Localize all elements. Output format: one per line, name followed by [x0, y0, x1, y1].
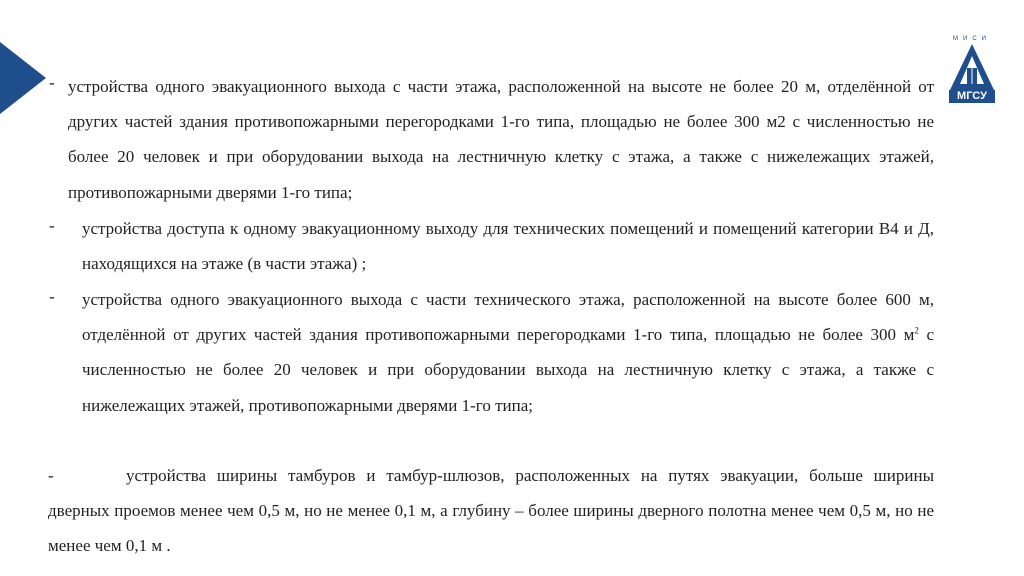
list-marker: - — [49, 287, 55, 306]
list-item-text-before: устройства одного эвакуационного выхода с части технического этажа, расположенной на высоте более 600 м, отделённой от других частей здания противопожарными перегородками 1-го типа, площадью не более 300 м — [82, 290, 934, 345]
list-item-text: устройства ширины тамбуров и тамбур-шлюзов, расположенных на путях эвакуации, больше ширины дверных проемов менее чем 0,5 м, но не менее 0,1 м, а глубину – более ширины дверного полотна менее чем 0,5 м, но не менее чем 0,1 м . — [48, 466, 934, 556]
list-marker: - — [48, 466, 54, 485]
superscript: 2 — [914, 325, 919, 336]
list-item: устройства доступа к одному эвакуационному выходу для технических помещений и помещений категории В4 и Д, находящихся на этаже (в части этажа) ; — [82, 219, 934, 274]
logo-building-icon — [946, 44, 998, 92]
list-marker: - — [49, 216, 55, 235]
list-item-text-after: с численностью не более 20 человек и при оборудовании выхода на лестничную клетку с этажа, а также с нижележащих этажей, противопожарными дверями 1-го типа; — [82, 325, 934, 415]
list-item — [82, 282, 934, 423]
university-logo — [946, 22, 998, 108]
logo-bottom-letters: МГСУ — [949, 90, 995, 103]
corner-triangle-decoration — [0, 42, 46, 114]
list-marker: - — [49, 73, 55, 92]
list-item: устройства одного эвакуационного выхода с части этажа, расположенной на высоте не более 20 м, отделённой от других частей здания противопожарными перегородками 1-го типа, площадью не более 300 м2 с численностью не более 20 человек и при оборудовании выхода на лестничную клетку с этажа, а также с нижележащих этажей, противопожарными дверями 1-го типа; — [68, 77, 934, 202]
list-item — [48, 458, 934, 564]
logo-top-letters: МИСИ — [953, 36, 991, 42]
